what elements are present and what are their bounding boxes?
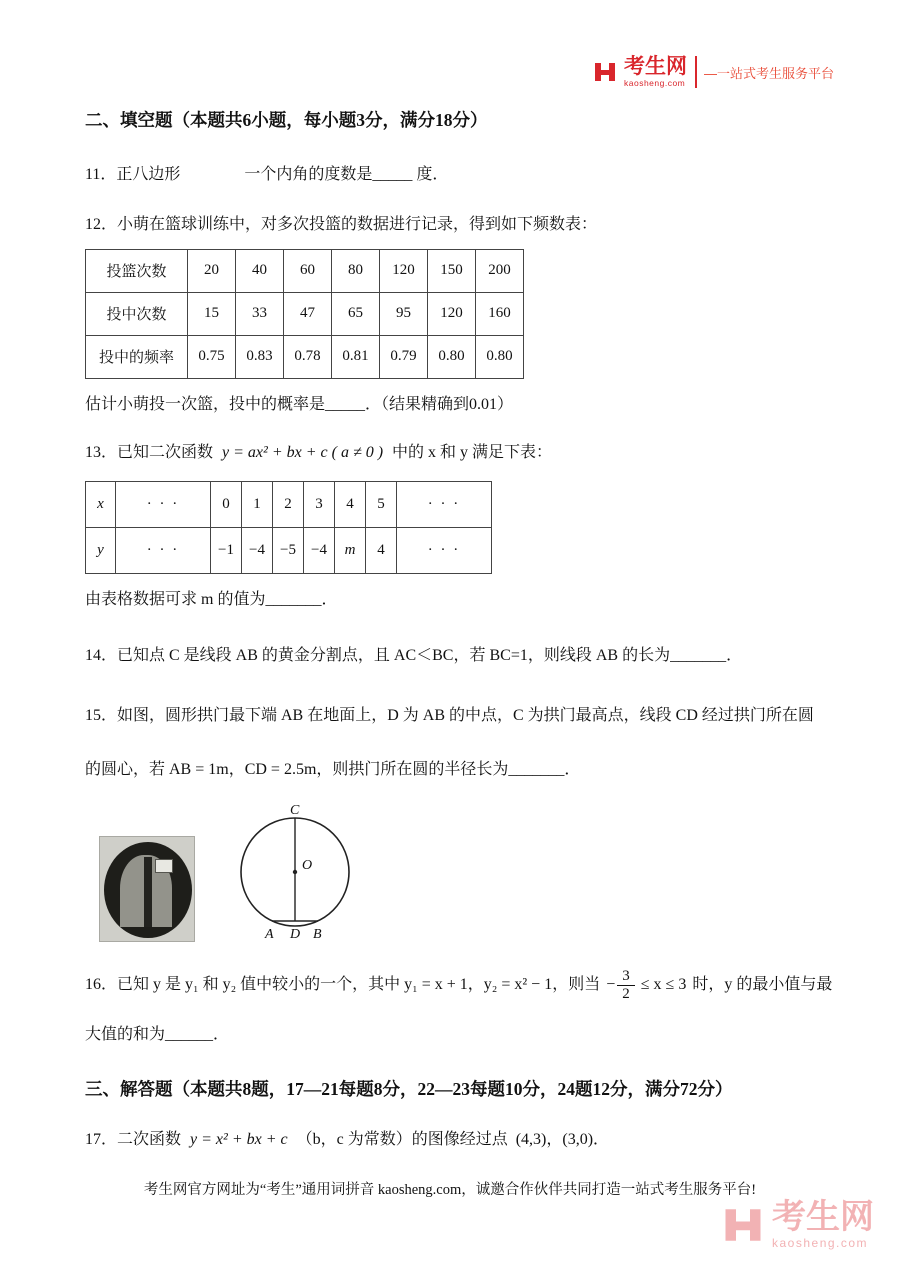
label-o: O (302, 857, 313, 873)
footer-text: 考生网官方网址为“考生”通用词拼音 kaosheng.com，诚邀合作伙伴共同打造一站式考生服务平台! (143, 1182, 757, 1198)
watermark-logo-icon (722, 1202, 764, 1248)
question-13-prefix: 13．已知二次函数 (85, 443, 214, 461)
table-cell: · · · (397, 527, 492, 573)
table-row (86, 335, 524, 378)
table-cell: 1 (242, 481, 273, 527)
watermark-brand-text: 考生网 (772, 1198, 874, 1236)
table-cell: · · · (116, 481, 211, 527)
question-13-text (85, 441, 830, 465)
table-cell: 0.80 (476, 335, 524, 378)
table-cell: 3 (304, 481, 335, 527)
kaosheng-watermark (722, 1200, 874, 1250)
table-cell: −5 (273, 527, 304, 573)
label-a: A (265, 926, 274, 942)
table-cell: 95 (380, 292, 428, 335)
question-16-line1 (85, 967, 833, 1004)
question-16-line2: 大值的和为______． (85, 1026, 230, 1043)
table-cell: 80 (332, 249, 380, 292)
logo-brand-text: 考生网 (623, 55, 687, 78)
table-cell: 200 (476, 249, 524, 292)
frequency-table (85, 249, 524, 379)
table-cell: 0.75 (188, 335, 236, 378)
table-cell: 4 (366, 527, 397, 573)
fraction-sign: − (606, 976, 616, 994)
table-row (86, 481, 492, 527)
fraction (606, 968, 635, 1004)
table-cell: 2 (273, 481, 304, 527)
table-cell: 0.79 (380, 335, 428, 378)
question-11: 11．正八边形 一个内角的度数是_____ 度． (85, 165, 449, 183)
fraction-stack (617, 968, 635, 1004)
xy-value-table (85, 481, 492, 574)
table-cell: −1 (211, 527, 242, 573)
question-15-line2: 的圆心，若 AB = 1m，CD = 2.5m，则拱门所在圆的半径长为_______． (85, 760, 581, 778)
arch-door-stripe (144, 857, 152, 927)
question-13-suffix: 中的 x 和 y 满足下表： (392, 443, 553, 461)
logo-domain-text: kaosheng.com (623, 78, 686, 89)
section-title-fill-in: 二、填空题（本题共6小题，每小题3分，满分18分） (85, 110, 488, 130)
table-cell: 47 (284, 292, 332, 335)
fraction-numerator: 3 (617, 968, 635, 986)
table-cell: 5 (366, 481, 397, 527)
table-cell: 120 (380, 249, 428, 292)
table-cell: 160 (476, 292, 524, 335)
table-cell: m (335, 527, 366, 573)
table-cell: · · · (397, 481, 492, 527)
table-cell: 0.81 (332, 335, 380, 378)
table-cell: 0.83 (236, 335, 284, 378)
question-12-answer-line: 估计小萌投一次篮，投中的概率是_____．（结果精确到0.01） (85, 395, 514, 413)
table-cell: 0.80 (428, 335, 476, 378)
question-12-text: 12．小萌在篮球训练中，对多次投篮的数据进行记录，得到如下频数表： (85, 215, 598, 233)
table-cell: 33 (236, 292, 284, 335)
question-16-part2: ≤ x ≤ 3 (640, 976, 687, 994)
question-15-figures (99, 802, 830, 942)
table-cell: −4 (304, 527, 335, 573)
table-cell: 120 (428, 292, 476, 335)
circle-diagram (229, 802, 361, 942)
table-cell: 40 (236, 249, 284, 292)
table-row (86, 292, 524, 335)
section-title-answer: 三、解答题（本题共8题，17—21每题8分，22—23每题10分，24题12分，满分72分） (85, 1079, 733, 1099)
exam-content (85, 108, 833, 1152)
table-cell: −4 (242, 527, 273, 573)
watermark-domain-text: kaosheng.com (772, 1235, 869, 1250)
kaosheng-logo (593, 56, 834, 88)
table-cell: 投中的频率 (86, 335, 188, 378)
table-cell: · · · (116, 527, 211, 573)
table-cell: 60 (284, 249, 332, 292)
question-17-formula: y = x² + bx + c (190, 1130, 288, 1148)
table-row (86, 249, 524, 292)
question-13-formula: y = ax² + bx + c ( a ≠ 0 ) (222, 443, 384, 461)
arch-photo (99, 836, 195, 942)
kaosheng-logo-icon (593, 60, 617, 84)
label-b: B (313, 926, 322, 942)
table-cell: y (86, 527, 116, 573)
label-d: D (290, 926, 301, 942)
table-cell: 65 (332, 292, 380, 335)
logo-tagline-text: —一站式考生服务平台 (703, 65, 834, 81)
question-17 (85, 1128, 830, 1152)
table-cell: 投篮次数 (86, 249, 188, 292)
table-cell: 投中次数 (86, 292, 188, 335)
table-cell: 15 (188, 292, 236, 335)
logo-text-block (624, 56, 697, 88)
question-15-line1: 15．如图，圆形拱门最下端 AB 在地面上，D 为 AB 的中点，C 为拱门最高点，线段 CD 经过拱门所在圆 (85, 706, 814, 724)
table-cell: x (86, 481, 116, 527)
question-17-points: (4,3)，(3,0)． (515, 1130, 610, 1148)
table-cell: 0.78 (284, 335, 332, 378)
question-13-answer-line: 由表格数据可求 m 的值为_______． (85, 590, 338, 608)
table-cell: 0 (211, 481, 242, 527)
center-point (293, 869, 297, 873)
fraction-denominator: 2 (622, 985, 630, 1002)
table-cell: 150 (428, 249, 476, 292)
table-cell: 20 (188, 249, 236, 292)
arch-window (155, 859, 173, 873)
question-16-part1: 16．已知 y 是 y₁ 和 y₂ 值中较小的一个，其中 y₁ = x + 1，y₂ = x² − 1，则当 (85, 976, 601, 994)
table-cell: 4 (335, 481, 366, 527)
question-16-part3: 时，y 的最小值与最 (692, 976, 833, 994)
question-17-prefix: 17．二次函数 (85, 1130, 182, 1148)
label-c: C (290, 802, 300, 818)
table-row (86, 527, 492, 573)
question-14: 14．已知点 C 是线段 AB 的黄金分割点，且 AC＜BC，若 BC=1，则线段 AB 的长为_______． (85, 646, 743, 664)
watermark-text-block (772, 1200, 874, 1250)
question-17-mid: （b，c 为常数）的图像经过点 (296, 1130, 508, 1148)
